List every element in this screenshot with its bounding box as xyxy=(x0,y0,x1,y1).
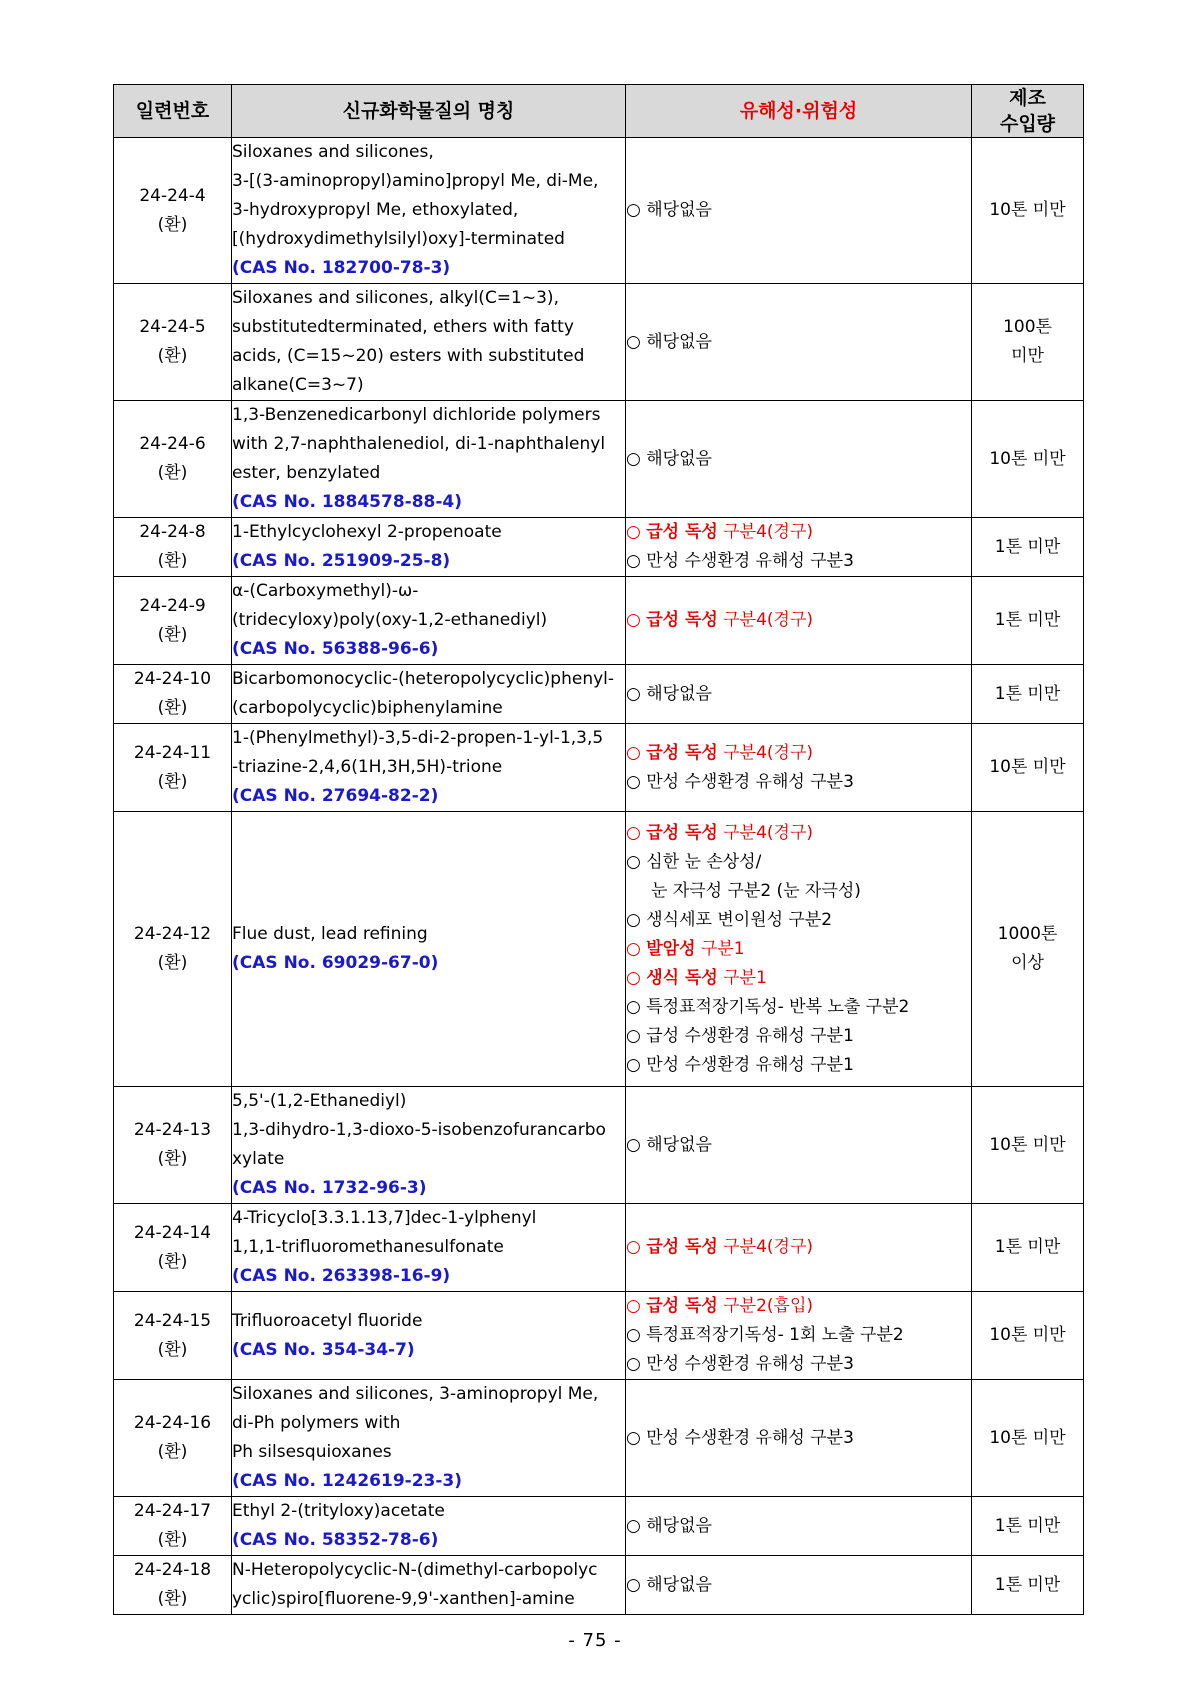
bullet-icon: ○ xyxy=(626,1574,641,1595)
serial-cell xyxy=(114,1380,232,1497)
hazard-item xyxy=(626,680,971,709)
bullet-icon: ○ xyxy=(626,200,641,220)
table-row xyxy=(114,1292,1084,1380)
serial-cell xyxy=(114,401,232,518)
hazard-item xyxy=(626,1233,971,1262)
hazard-text: 특정표적장기독성- 1회 노출 구분2 xyxy=(646,1325,904,1345)
bullet-icon: ○ xyxy=(626,683,641,704)
cas-number: (CAS No. 1732-96-3) xyxy=(232,1178,427,1198)
hazard-text: 구분1 xyxy=(695,938,745,959)
table-row xyxy=(114,724,1084,812)
serial-number: 24-24-11 xyxy=(133,742,212,763)
hazard-item xyxy=(626,1131,971,1160)
serial-tag: (환) xyxy=(157,1149,188,1169)
bullet-icon: ○ xyxy=(626,938,641,959)
quantity-value: 10톤 미만 xyxy=(989,757,1066,777)
chemical-name-cell xyxy=(232,284,626,401)
serial-tag: (환) xyxy=(157,624,188,645)
chemical-name-line: ester, benzylated xyxy=(232,463,381,483)
serial-number: 24-24-15 xyxy=(133,1310,212,1331)
chemical-name-cell xyxy=(232,1497,626,1556)
serial-tag: (환) xyxy=(157,698,188,718)
chemical-name-line: 5,5'-(1,2-Ethanediyl) xyxy=(232,1091,407,1111)
quantity-cell xyxy=(972,518,1084,577)
quantity-value: 1000톤 xyxy=(997,924,1058,944)
serial-cell xyxy=(114,1556,232,1615)
hazard-text: 만성 수생환경 유해성 구분1 xyxy=(646,1054,854,1075)
table-row xyxy=(114,812,1084,1087)
hazard-cell xyxy=(626,812,972,1087)
bullet-icon: ○ xyxy=(626,967,641,988)
quantity-value: 미만 xyxy=(1011,346,1044,366)
hazard-cell xyxy=(626,1292,972,1380)
hazard-cell xyxy=(626,401,972,518)
hazard-text: 만성 수생환경 유해성 구분3 xyxy=(646,1427,854,1448)
serial-tag: (환) xyxy=(157,551,188,571)
chemical-name-cell xyxy=(232,518,626,577)
chemical-name-cell xyxy=(232,1380,626,1497)
serial-number: 24-24-14 xyxy=(133,1222,212,1243)
bullet-icon: ○ xyxy=(626,1134,641,1155)
hazard-text: 구분4(경구) xyxy=(717,522,814,542)
bullet-icon: ○ xyxy=(626,1025,641,1046)
chemical-name-cell xyxy=(232,1556,626,1615)
chemical-name-line: 1-(Phenylmethyl)-3,5-di-2-propen-1-yl-1,3,5 xyxy=(232,728,604,748)
cas-number: (CAS No. 56388-96-6) xyxy=(232,639,439,659)
hazard-item xyxy=(626,964,971,993)
table-row xyxy=(114,518,1084,577)
serial-cell xyxy=(114,284,232,401)
hazard-item xyxy=(626,606,971,635)
hazard-cell xyxy=(626,1087,972,1204)
serial-cell xyxy=(114,1204,232,1292)
hazard-item xyxy=(626,739,971,768)
hazard-item xyxy=(626,848,971,877)
cas-number: (CAS No. 69029-67-0) xyxy=(232,953,439,973)
hazard-text: 생식세포 변이원성 구분2 xyxy=(646,909,833,930)
serial-tag: (환) xyxy=(157,463,188,483)
hazard-item xyxy=(626,1350,971,1379)
hazard-text: 만성 수생환경 유해성 구분3 xyxy=(646,771,854,792)
chemical-name-line: yclic)spiro[fluorene-9,9'-xanthen]-amine xyxy=(232,1589,575,1609)
quantity-value: 10톤 미만 xyxy=(989,1427,1066,1448)
serial-number: 24-24-8 xyxy=(139,522,206,542)
chemical-name-line: Trifluoroacetyl fluoride xyxy=(232,1310,423,1331)
bullet-icon: ○ xyxy=(626,448,641,469)
hazard-class: 발암성 xyxy=(646,938,696,959)
quantity-cell xyxy=(972,812,1084,1087)
chemical-name-line: Siloxanes and silicones, 3-aminopropyl Me, xyxy=(232,1384,599,1404)
hazard-item xyxy=(626,1022,971,1051)
serial-number: 24-24-9 xyxy=(139,595,206,616)
header-quantity-line1: 제조 xyxy=(1009,87,1046,109)
chemical-name-cell xyxy=(232,1204,626,1292)
serial-number: 24-24-13 xyxy=(133,1120,212,1140)
chemical-name-line: 1-Ethylcyclohexyl 2-propenoate xyxy=(232,522,502,542)
chemical-name-line: N-Heteropolycyclic-N-(dimethyl-carbopolyc xyxy=(232,1560,598,1580)
chemical-name-line: di-Ph polymers with xyxy=(232,1413,401,1433)
hazard-class: 급성 독성 xyxy=(646,610,718,630)
bullet-icon: ○ xyxy=(626,1427,641,1448)
hazard-item xyxy=(626,1571,971,1600)
serial-tag: (환) xyxy=(157,1589,188,1609)
chemical-name-line: with 2,7-naphthalenediol, di-1-naphthalenyl xyxy=(232,434,606,454)
serial-tag: (환) xyxy=(157,1339,188,1360)
hazard-text: 심한 눈 손상성/ xyxy=(646,851,762,872)
table-row xyxy=(114,401,1084,518)
chemical-name-cell xyxy=(232,665,626,724)
chemical-name-cell xyxy=(232,812,626,1087)
table-row xyxy=(114,1204,1084,1292)
hazard-item xyxy=(626,906,971,935)
chemical-name-line: Ph silsesquioxanes xyxy=(232,1442,392,1462)
chemical-name-cell xyxy=(232,401,626,518)
hazard-text: 해당없음 xyxy=(646,1134,712,1155)
chemical-name-line: substitutedterminated, ethers with fatty xyxy=(232,317,574,337)
hazard-text: 해당없음 xyxy=(646,448,712,469)
serial-cell xyxy=(114,1497,232,1556)
quantity-cell xyxy=(972,724,1084,812)
quantity-cell xyxy=(972,1204,1084,1292)
bullet-icon: ○ xyxy=(626,522,641,542)
chemical-name-cell xyxy=(232,1087,626,1204)
hazard-text: 해당없음 xyxy=(646,200,712,220)
header-hazard: 유해성·위험성 xyxy=(626,85,972,138)
cas-number: (CAS No. 1242619-23-3) xyxy=(232,1471,463,1491)
chemical-table xyxy=(113,84,1084,1615)
bullet-icon: ○ xyxy=(626,909,641,930)
serial-tag: (환) xyxy=(157,1442,188,1462)
chemical-name-line: (tridecyloxy)poly(oxy-1,2-ethanediyl) xyxy=(232,610,548,630)
serial-cell xyxy=(114,138,232,284)
hazard-item xyxy=(626,1424,971,1453)
cas-number: (CAS No. 27694-82-2) xyxy=(232,786,439,806)
hazard-cell xyxy=(626,724,972,812)
quantity-value: 1톤 미만 xyxy=(994,1574,1061,1595)
chemical-name-line: Siloxanes and silicones, alkyl(C=1~3), xyxy=(232,288,559,308)
cas-number: (CAS No. 263398-16-9) xyxy=(232,1266,451,1286)
hazard-item xyxy=(626,1292,971,1321)
chemical-name-line: xylate xyxy=(232,1149,285,1169)
quantity-value: 1톤 미만 xyxy=(994,1515,1061,1536)
chemical-name-line: Ethyl 2-(trityloxy)acetate xyxy=(232,1501,445,1521)
hazard-class: 급성 독성 xyxy=(646,1296,718,1316)
header-quantity-line2: 수입량 xyxy=(999,113,1056,135)
quantity-value: 10톤 미만 xyxy=(989,200,1066,220)
bullet-icon: ○ xyxy=(626,771,641,792)
chemical-name-line: Bicarbomonocyclic-(heteropolycyclic)phenyl- xyxy=(232,669,615,689)
table-row xyxy=(114,138,1084,284)
quantity-value: 1톤 미만 xyxy=(994,1237,1061,1257)
quantity-value: 1톤 미만 xyxy=(994,610,1061,630)
quantity-value: 10톤 미만 xyxy=(989,448,1066,469)
serial-number: 24-24-17 xyxy=(133,1501,212,1521)
hazard-text: 구분4(경구) xyxy=(717,610,814,630)
quantity-cell xyxy=(972,665,1084,724)
hazard-text: 구분4(경구) xyxy=(717,822,814,843)
table-row xyxy=(114,284,1084,401)
cas-number: (CAS No. 182700-78-3) xyxy=(232,258,451,278)
serial-tag: (환) xyxy=(157,953,188,973)
bullet-icon: ○ xyxy=(626,851,641,872)
header-serial: 일련번호 xyxy=(114,85,232,138)
chemical-name-line: acids, (C=15~20) esters with substituted xyxy=(232,346,585,366)
hazard-item xyxy=(626,877,971,906)
hazard-item xyxy=(626,1051,971,1080)
hazard-cell xyxy=(626,138,972,284)
table-row xyxy=(114,1380,1084,1497)
hazard-text: 눈 자극성 구분2 (눈 자극성) xyxy=(651,880,861,901)
table-body xyxy=(114,138,1084,1615)
hazard-cell xyxy=(626,518,972,577)
serial-cell xyxy=(114,812,232,1087)
hazard-text: 만성 수생환경 유해성 구분3 xyxy=(646,1354,854,1374)
hazard-text: 구분1 xyxy=(717,967,767,988)
serial-number: 24-24-6 xyxy=(139,434,206,454)
quantity-cell xyxy=(972,1497,1084,1556)
hazard-class: 급성 독성 xyxy=(646,1237,718,1257)
quantity-cell xyxy=(972,401,1084,518)
cas-number: (CAS No. 251909-25-8) xyxy=(232,551,451,571)
quantity-cell xyxy=(972,577,1084,665)
cas-number: (CAS No. 354-34-7) xyxy=(232,1339,415,1360)
table-row xyxy=(114,665,1084,724)
hazard-text: 해당없음 xyxy=(646,331,712,352)
serial-cell xyxy=(114,1292,232,1380)
hazard-item xyxy=(626,1512,971,1541)
serial-tag: (환) xyxy=(157,214,188,235)
hazard-class: 급성 독성 xyxy=(646,822,718,843)
chemical-name-cell xyxy=(232,138,626,284)
hazard-item xyxy=(626,328,971,357)
quantity-cell xyxy=(972,1292,1084,1380)
hazard-text: 특정표적장기독성- 반복 노출 구분2 xyxy=(646,996,910,1017)
chemical-name-line: α-(Carboxymethyl)-ω- xyxy=(232,581,419,601)
bullet-icon: ○ xyxy=(626,1296,641,1316)
bullet-icon: ○ xyxy=(626,822,641,843)
hazard-cell xyxy=(626,665,972,724)
hazard-text: 만성 수생환경 유해성 구분3 xyxy=(646,551,854,571)
hazard-item xyxy=(626,547,971,576)
hazard-item xyxy=(626,935,971,964)
serial-cell xyxy=(114,665,232,724)
quantity-cell xyxy=(972,1556,1084,1615)
hazard-item xyxy=(626,768,971,797)
bullet-icon: ○ xyxy=(626,1515,641,1536)
bullet-icon: ○ xyxy=(626,1237,641,1257)
chemical-name-cell xyxy=(232,724,626,812)
quantity-cell xyxy=(972,1380,1084,1497)
bullet-icon: ○ xyxy=(626,742,641,763)
hazard-cell xyxy=(626,1204,972,1292)
serial-cell xyxy=(114,724,232,812)
hazard-class: 급성 독성 xyxy=(646,522,718,542)
bullet-icon: ○ xyxy=(626,1354,641,1374)
chemical-name-line: Flue dust, lead refining xyxy=(232,924,428,944)
hazard-cell xyxy=(626,577,972,665)
cas-number: (CAS No. 58352-78-6) xyxy=(232,1530,439,1550)
serial-number: 24-24-12 xyxy=(133,924,212,944)
quantity-cell xyxy=(972,1087,1084,1204)
hazard-class: 급성 독성 xyxy=(646,742,718,763)
quantity-cell xyxy=(972,138,1084,284)
serial-tag: (환) xyxy=(157,346,188,366)
serial-tag: (환) xyxy=(157,1251,188,1272)
hazard-item xyxy=(626,518,971,547)
quantity-value: 1톤 미만 xyxy=(994,683,1061,704)
quantity-value: 1톤 미만 xyxy=(994,536,1061,557)
table-row xyxy=(114,1556,1084,1615)
chemical-name-cell xyxy=(232,577,626,665)
hazard-cell xyxy=(626,1380,972,1497)
quantity-cell xyxy=(972,284,1084,401)
hazard-text: 해당없음 xyxy=(646,1574,712,1595)
hazard-item xyxy=(626,993,971,1022)
hazard-text: 해당없음 xyxy=(646,1515,712,1536)
chemical-name-line: 3-[(3-aminopropyl)amino]propyl Me, di-Me, xyxy=(232,171,599,191)
serial-cell xyxy=(114,577,232,665)
bullet-icon: ○ xyxy=(626,996,641,1017)
chemical-name-line: Siloxanes and silicones, xyxy=(232,142,434,162)
bullet-icon: ○ xyxy=(626,331,641,352)
quantity-value: 10톤 미만 xyxy=(989,1134,1066,1155)
hazard-cell xyxy=(626,284,972,401)
bullet-icon: ○ xyxy=(626,610,641,630)
serial-number: 24-24-5 xyxy=(139,317,206,337)
hazard-cell xyxy=(626,1497,972,1556)
table-row xyxy=(114,1087,1084,1204)
serial-number: 24-24-4 xyxy=(139,185,206,206)
table-row xyxy=(114,1497,1084,1556)
hazard-text: 구분4(경구) xyxy=(717,742,814,763)
table-row xyxy=(114,577,1084,665)
hazard-text: 급성 수생환경 유해성 구분1 xyxy=(646,1025,854,1046)
bullet-icon: ○ xyxy=(626,551,641,571)
hazard-text: 해당없음 xyxy=(646,683,712,704)
hazard-class: 생식 독성 xyxy=(646,967,718,988)
header-row xyxy=(114,85,1084,138)
hazard-item xyxy=(626,819,971,848)
bullet-icon: ○ xyxy=(626,1054,641,1075)
serial-cell xyxy=(114,518,232,577)
chemical-name-line: alkane(C=3~7) xyxy=(232,375,364,395)
serial-number: 24-24-16 xyxy=(133,1413,212,1433)
bullet-icon: ○ xyxy=(626,1325,641,1345)
chemical-name-line: (carbopolycyclic)biphenylamine xyxy=(232,698,503,718)
serial-number: 24-24-10 xyxy=(133,669,212,689)
serial-tag: (환) xyxy=(157,1530,188,1550)
serial-tag: (환) xyxy=(157,771,188,792)
cas-number: (CAS No. 1884578-88-4) xyxy=(232,492,463,512)
serial-cell xyxy=(114,1087,232,1204)
serial-number: 24-24-18 xyxy=(133,1560,212,1580)
header-quantity xyxy=(972,85,1084,138)
hazard-text: 구분2(흡입) xyxy=(717,1296,814,1316)
chemical-name-cell xyxy=(232,1292,626,1380)
chemical-name-line: [(hydroxydimethylsilyl)oxy]-terminated xyxy=(232,229,565,249)
header-name: 신규화학물질의 명칭 xyxy=(232,85,626,138)
quantity-value: 이상 xyxy=(1011,953,1044,973)
page-number: - 75 - xyxy=(568,1630,622,1651)
chemical-name-line: 4-Tricyclo[3.3.1.13,7]dec-1-ylphenyl xyxy=(232,1208,537,1228)
hazard-item xyxy=(626,445,971,474)
quantity-value: 100톤 xyxy=(1003,317,1052,337)
hazard-item xyxy=(626,1321,971,1350)
chemical-name-line: -triazine-2,4,6(1H,3H,5H)-trione xyxy=(232,757,503,777)
chemical-name-line: 1,3-Benzenedicarbonyl dichloride polymers xyxy=(232,405,601,425)
hazard-item xyxy=(626,196,971,225)
quantity-value: 10톤 미만 xyxy=(989,1325,1066,1345)
chemical-name-line: 1,3-dihydro-1,3-dioxo-5-isobenzofurancarbo xyxy=(232,1120,606,1140)
hazard-text: 구분4(경구) xyxy=(717,1237,814,1257)
hazard-cell xyxy=(626,1556,972,1615)
chemical-name-line: 3-hydroxypropyl Me, ethoxylated, xyxy=(232,200,519,220)
chemical-name-line: 1,1,1-trifluoromethanesulfonate xyxy=(232,1237,504,1257)
